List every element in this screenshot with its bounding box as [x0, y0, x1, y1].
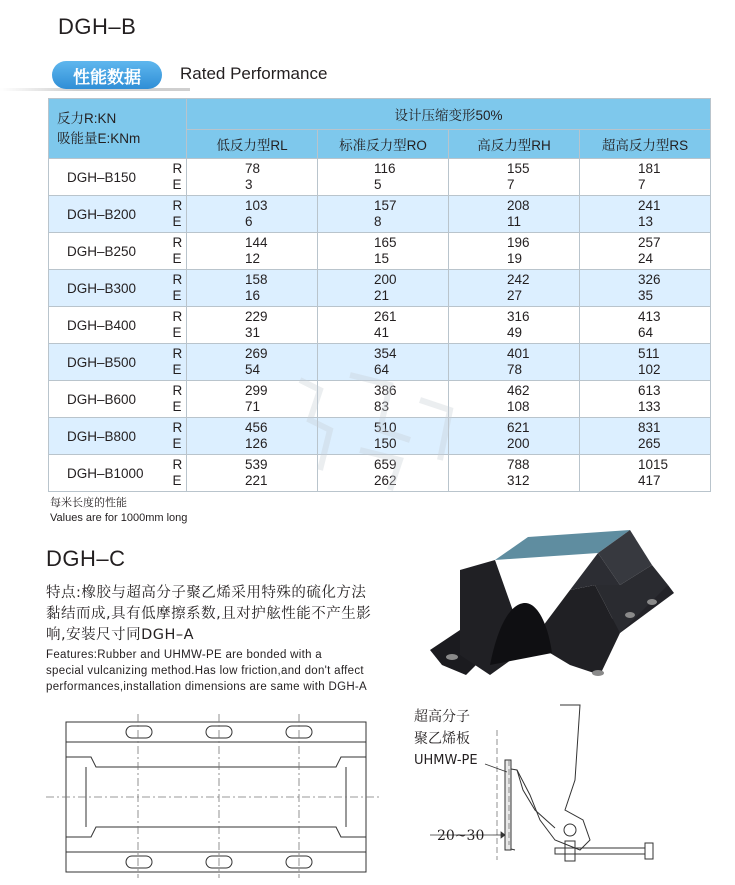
- energy-value: 15: [374, 251, 390, 266]
- reaction-value: 462: [507, 383, 530, 398]
- column-header-rh: 高反力型RH: [449, 130, 580, 159]
- energy-value: 133: [638, 399, 661, 414]
- value-cell: [318, 196, 449, 233]
- e-label: E: [172, 251, 182, 266]
- section-b-title: DGH–B: [58, 14, 137, 39]
- re-label-cell: [171, 455, 187, 492]
- model-cell: DGH–B600: [49, 381, 171, 418]
- re-label-cell: [171, 418, 187, 455]
- energy-value: 417: [638, 473, 661, 488]
- features-en: [46, 647, 367, 695]
- value-cell: [449, 159, 580, 196]
- energy-value: 78: [507, 362, 523, 377]
- energy-value: 49: [507, 325, 523, 340]
- table-row: [49, 233, 711, 270]
- note-en: Values are for 1000mm long: [50, 512, 188, 524]
- value-cell: [187, 233, 318, 270]
- reaction-value: 613: [638, 383, 661, 398]
- value-cell: [580, 418, 711, 455]
- reaction-value: 1015: [638, 457, 669, 472]
- energy-value: 35: [638, 288, 654, 303]
- value-cell: [580, 455, 711, 492]
- energy-value: 24: [638, 251, 654, 266]
- energy-value: 312: [507, 473, 530, 488]
- energy-value: 83: [374, 399, 390, 414]
- reaction-value: 511: [638, 346, 660, 361]
- energy-value: 8: [374, 214, 382, 229]
- model-cell: DGH–B200: [49, 196, 171, 233]
- value-cell: [449, 307, 580, 344]
- r-label: R: [172, 235, 183, 250]
- table-row: [49, 270, 711, 307]
- value-cell: [580, 344, 711, 381]
- reaction-value: 144: [245, 235, 268, 250]
- energy-value: 265: [638, 436, 661, 451]
- value-cell: [580, 233, 711, 270]
- reaction-value: 788: [507, 457, 530, 472]
- value-cell: [580, 307, 711, 344]
- energy-value: 12: [245, 251, 261, 266]
- energy-value: 221: [245, 473, 268, 488]
- reaction-value: 157: [374, 198, 397, 213]
- plan-view-drawing: [46, 712, 381, 880]
- table-row: [49, 159, 711, 196]
- value-cell: [580, 159, 711, 196]
- e-label: E: [172, 177, 182, 192]
- energy-value: 126: [245, 436, 268, 451]
- model-cell: DGH–B800: [49, 418, 171, 455]
- reaction-value: 831: [638, 420, 661, 435]
- energy-value: 6: [245, 214, 253, 229]
- column-header-ro: 标准反力型RO: [318, 130, 449, 159]
- note-cn: 每米长度的性能: [50, 497, 127, 509]
- value-cell: [580, 270, 711, 307]
- re-label-cell: [171, 233, 187, 270]
- e-label: E: [172, 325, 182, 340]
- re-label-cell: [171, 381, 187, 418]
- e-label: E: [172, 473, 182, 488]
- column-header-rs: 超高反力型RS: [580, 130, 711, 159]
- column-header-rl: 低反力型RL: [187, 130, 318, 159]
- value-cell: [187, 196, 318, 233]
- model-cell: DGH–B1000: [49, 455, 171, 492]
- energy-value: 19: [507, 251, 523, 266]
- value-cell: [449, 196, 580, 233]
- features-cn-line-1: 特点:橡胶与超高分子聚乙烯采用特殊的硫化方法: [46, 585, 367, 601]
- product-photo: [420, 525, 690, 690]
- model-cell: DGH–B250: [49, 233, 171, 270]
- value-cell: [318, 270, 449, 307]
- value-cell: [187, 270, 318, 307]
- header-legend-r: 反力R:KN: [57, 110, 117, 126]
- energy-value: 102: [638, 362, 661, 377]
- value-cell: [318, 233, 449, 270]
- table-note: [50, 496, 187, 526]
- e-label: E: [172, 214, 182, 229]
- r-label: R: [172, 383, 183, 398]
- r-label: R: [172, 457, 183, 472]
- reaction-value: 116: [374, 161, 396, 176]
- reaction-value: 401: [507, 346, 530, 361]
- energy-value: 150: [374, 436, 397, 451]
- energy-value: 71: [245, 399, 261, 414]
- re-label-cell: [171, 270, 187, 307]
- reaction-value: 299: [245, 383, 268, 398]
- reaction-value: 621: [507, 420, 530, 435]
- energy-value: 5: [374, 177, 382, 192]
- re-label-cell: [171, 307, 187, 344]
- reaction-value: 241: [638, 198, 661, 213]
- reaction-value: 539: [245, 457, 268, 472]
- energy-value: 27: [507, 288, 523, 303]
- reaction-value: 165: [374, 235, 397, 250]
- value-cell: [187, 307, 318, 344]
- reaction-value: 181: [638, 161, 661, 176]
- header-legend-e: 吸能量E:KNm: [57, 130, 141, 146]
- energy-value: 64: [374, 362, 390, 377]
- features-en-line-3: performances,installation dimensions are same with DGH-A: [46, 681, 368, 693]
- section-c-title: DGH–C: [46, 546, 126, 571]
- energy-value: 7: [507, 177, 515, 192]
- r-label: R: [172, 198, 183, 213]
- value-cell: [187, 159, 318, 196]
- reaction-value: 326: [638, 272, 661, 287]
- reaction-value: 413: [638, 309, 661, 324]
- value-cell: [449, 270, 580, 307]
- energy-value: 41: [374, 325, 390, 340]
- value-cell: [318, 159, 449, 196]
- reaction-value: 386: [374, 383, 397, 398]
- r-label: R: [172, 161, 183, 176]
- value-cell: [580, 196, 711, 233]
- section-badge: [0, 58, 360, 92]
- reaction-value: 196: [507, 235, 530, 250]
- energy-value: 64: [638, 325, 654, 340]
- r-label: R: [172, 346, 183, 361]
- energy-value: 108: [507, 399, 530, 414]
- reaction-value: 103: [245, 198, 268, 213]
- reaction-value: 208: [507, 198, 530, 213]
- energy-value: 21: [374, 288, 390, 303]
- e-label: E: [172, 362, 182, 377]
- table-row: [49, 307, 711, 344]
- features-cn: [46, 583, 371, 646]
- reaction-value: 269: [245, 346, 268, 361]
- energy-value: 54: [245, 362, 261, 377]
- dimension-label: 20~30: [437, 828, 485, 844]
- energy-value: 200: [507, 436, 530, 451]
- r-label: R: [172, 272, 183, 287]
- header-group: 设计压缩变形50%: [187, 99, 711, 130]
- drawing-callout: [414, 706, 478, 772]
- reaction-value: 456: [245, 420, 268, 435]
- reaction-value: 261: [374, 309, 397, 324]
- re-label-cell: [171, 344, 187, 381]
- reaction-value: 200: [374, 272, 397, 287]
- r-label: R: [172, 309, 183, 324]
- reaction-value: 659: [374, 457, 397, 472]
- table-row: [49, 196, 711, 233]
- reaction-value: 354: [374, 346, 397, 361]
- reaction-value: 242: [507, 272, 530, 287]
- e-label: E: [172, 288, 182, 303]
- energy-value: 3: [245, 177, 253, 192]
- header-legend: [49, 99, 187, 159]
- e-label: E: [172, 436, 182, 451]
- features-en-line-2: special vulcanizing method.Has low friction,and don't affect: [46, 665, 364, 677]
- watermark-logo: [270, 360, 470, 500]
- reaction-value: 155: [507, 161, 530, 176]
- model-cell: DGH–B500: [49, 344, 171, 381]
- model-cell: DGH–B150: [49, 159, 171, 196]
- reaction-value: 229: [245, 309, 268, 324]
- energy-value: 262: [374, 473, 397, 488]
- reaction-value: 316: [507, 309, 530, 324]
- callout-en: UHMW-PE: [414, 753, 478, 768]
- features-cn-line-3: 响,安装尺寸同DGH–A: [46, 627, 195, 643]
- callout-cn-2: 聚乙烯板: [414, 731, 470, 747]
- value-cell: [580, 381, 711, 418]
- callout-cn-1: 超高分子: [414, 709, 470, 725]
- reaction-value: 78: [245, 161, 261, 176]
- model-cell: DGH–B300: [49, 270, 171, 307]
- badge-cn: 性能数据: [52, 61, 162, 89]
- energy-value: 7: [638, 177, 646, 192]
- reaction-value: 158: [245, 272, 268, 287]
- value-cell: [318, 307, 449, 344]
- badge-en: Rated Performance: [180, 64, 328, 83]
- model-cell: DGH–B400: [49, 307, 171, 344]
- features-cn-line-2: 黏结而成,具有低摩擦系数,且对护舷性能不产生影: [46, 606, 372, 622]
- r-label: R: [172, 420, 183, 435]
- energy-value: 13: [638, 214, 654, 229]
- value-cell: [449, 233, 580, 270]
- re-label-cell: [171, 196, 187, 233]
- energy-value: 16: [245, 288, 261, 303]
- energy-value: 11: [507, 214, 522, 229]
- energy-value: 31: [245, 325, 261, 340]
- reaction-value: 257: [638, 235, 661, 250]
- features-en-line-1: Features:Rubber and UHMW-PE are bonded with a: [46, 649, 323, 661]
- reaction-value: 510: [374, 420, 397, 435]
- re-label-cell: [171, 159, 187, 196]
- e-label: E: [172, 399, 182, 414]
